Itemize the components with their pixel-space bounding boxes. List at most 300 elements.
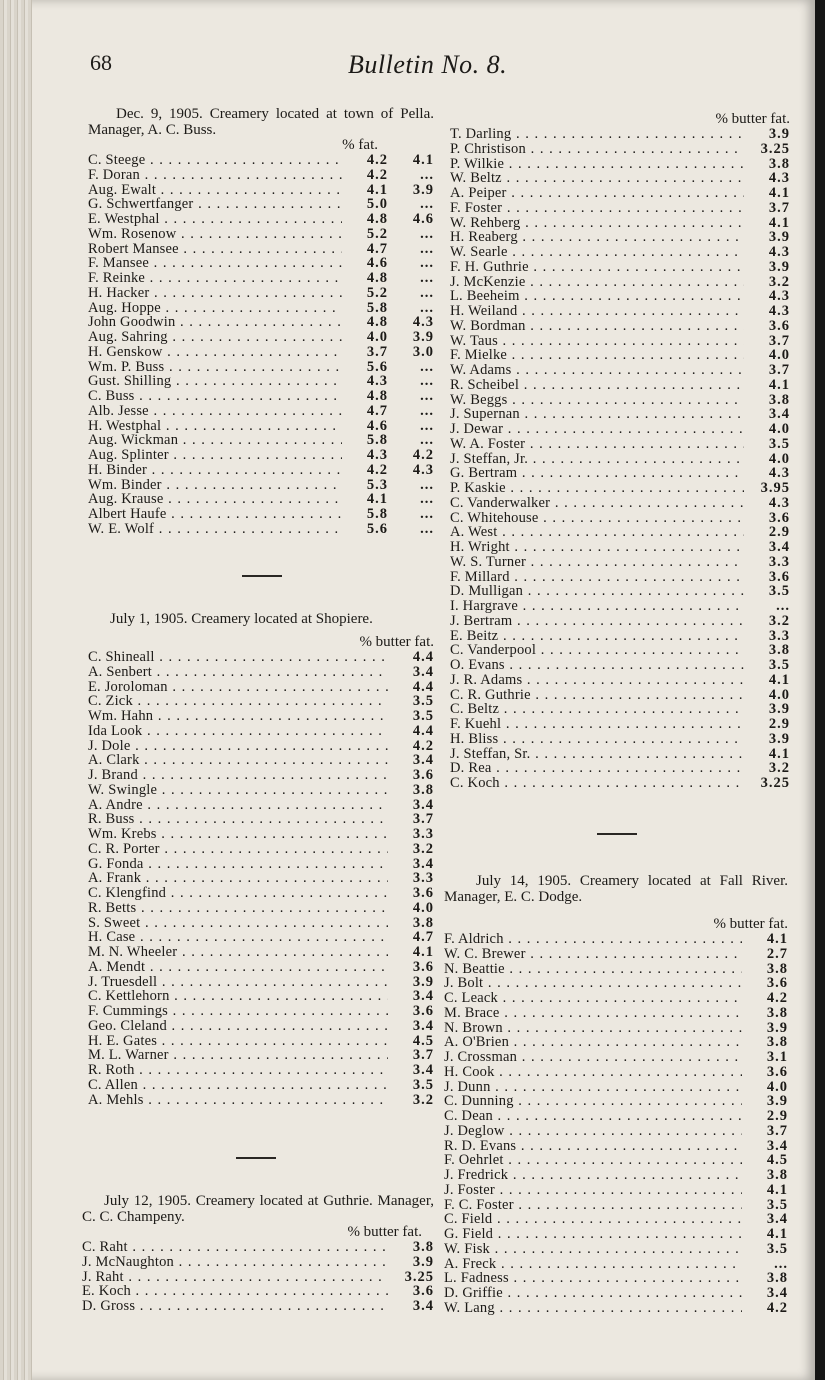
butter-fat-value: 3.2 bbox=[768, 612, 790, 629]
butter-fat-value: 3.7 bbox=[766, 1122, 788, 1139]
farmer-name: J. Crossman . . . bbox=[444, 1050, 742, 1065]
farmer-name: J. Dunn . . . bbox=[444, 1080, 742, 1095]
fat-test-1: 4.8 bbox=[366, 388, 388, 404]
farmer-name: C. Dean . . . bbox=[444, 1109, 742, 1124]
fat-test-2: 4.6 bbox=[412, 211, 434, 227]
farmer-name: G. Schwertfanger . . . bbox=[88, 197, 342, 212]
farmer-name: W. Swingle . . . bbox=[88, 783, 388, 798]
farmer-name: H. Reaberg . . . bbox=[450, 230, 744, 245]
farmer-name: H. Weiland . . . bbox=[450, 304, 744, 319]
table-body bbox=[444, 932, 788, 1316]
fat-test-2: 3.9 bbox=[412, 181, 434, 198]
butter-fat-value: 3.25 bbox=[760, 140, 790, 157]
fat-test-2: ... bbox=[420, 240, 434, 257]
section-heading: July 12, 1905. Creamery located at Guthrie. Manager, C. C. Champeny. bbox=[82, 1193, 434, 1225]
farmer-name: C. Dunning . . . bbox=[444, 1094, 742, 1109]
table-row bbox=[444, 1124, 788, 1139]
fat-test-2: ... bbox=[420, 373, 434, 390]
table-row bbox=[82, 1270, 434, 1285]
table-row bbox=[450, 289, 790, 304]
butter-fat-value: 3.7 bbox=[412, 1047, 434, 1064]
table-row bbox=[450, 216, 790, 231]
table-row bbox=[450, 378, 790, 393]
butter-fat-value: 3.4 bbox=[412, 796, 434, 813]
butter-fat-value: 3.4 bbox=[766, 1211, 788, 1228]
farmer-name: D. Mulligan . . . bbox=[450, 584, 744, 599]
table-row bbox=[450, 157, 790, 172]
table-row bbox=[88, 975, 434, 990]
farmer-name: Geo. Cleland . . . bbox=[88, 1019, 388, 1034]
farmer-name: J. Dewar . . . bbox=[450, 422, 744, 437]
fat-test-1: 5.6 bbox=[366, 520, 388, 537]
butter-fat-value: 3.6 bbox=[412, 767, 434, 783]
butter-fat-value: ... bbox=[776, 598, 790, 614]
table-row bbox=[88, 419, 434, 434]
butter-fat-value: 4.1 bbox=[766, 931, 788, 947]
butter-fat-value: 3.5 bbox=[412, 693, 434, 710]
table-row bbox=[450, 452, 790, 467]
farmer-name: H. Hacker . . . bbox=[88, 286, 342, 301]
farmer-name: W. Fisk . . . bbox=[444, 1242, 742, 1257]
table-row bbox=[88, 197, 434, 212]
table-row bbox=[444, 1094, 788, 1109]
butter-fat-value: 4.1 bbox=[766, 1226, 788, 1242]
farmer-name: Ida Look . . . bbox=[88, 724, 388, 739]
table-row bbox=[444, 1080, 788, 1095]
fat-test-1: 4.7 bbox=[366, 240, 388, 257]
butter-fat-value: 3.4 bbox=[766, 1285, 788, 1301]
table-row bbox=[88, 286, 434, 301]
fat-test-1: 5.2 bbox=[366, 284, 388, 301]
table-row bbox=[450, 363, 790, 378]
table-row bbox=[450, 614, 790, 629]
fat-test-2: ... bbox=[420, 196, 434, 213]
table-row bbox=[88, 389, 434, 404]
table-row bbox=[88, 212, 434, 227]
farmer-name: J. Fredrick . . . bbox=[444, 1168, 742, 1183]
butter-fat-value: 3.9 bbox=[412, 1253, 434, 1270]
farmer-name: C. Zick . . . bbox=[88, 694, 388, 709]
farmer-name: H. Cook . . . bbox=[444, 1065, 742, 1080]
butter-fat-value: 3.9 bbox=[768, 701, 790, 718]
butter-fat-value: 4.1 bbox=[768, 745, 790, 762]
table-row bbox=[444, 1153, 788, 1168]
fat-test-1: 4.1 bbox=[366, 491, 388, 508]
table-row bbox=[450, 201, 790, 216]
butter-fat-value: 3.6 bbox=[412, 885, 434, 901]
table-body bbox=[82, 1240, 434, 1314]
farmer-name: Aug. Wickman . . . bbox=[88, 433, 342, 448]
table-row bbox=[88, 901, 434, 916]
table-row bbox=[88, 492, 434, 507]
butter-fat-value: 4.1 bbox=[768, 671, 790, 688]
section-pella bbox=[88, 106, 434, 537]
table-row bbox=[88, 1004, 434, 1019]
butter-fat-value: 3.7 bbox=[768, 332, 790, 349]
farmer-name: C. Buss . . . bbox=[88, 389, 342, 404]
table-row bbox=[88, 1048, 434, 1063]
butter-fat-value: 4.3 bbox=[768, 465, 790, 482]
table-row bbox=[450, 629, 790, 644]
butter-fat-value: 3.5 bbox=[768, 583, 790, 600]
section-guthrie-left bbox=[82, 1193, 434, 1314]
farmer-name: F. C. Foster . . . bbox=[444, 1198, 742, 1213]
table-row bbox=[450, 496, 790, 511]
farmer-name: Aug. Sahring . . . bbox=[88, 330, 342, 345]
table-row bbox=[450, 584, 790, 599]
table-row bbox=[88, 783, 434, 798]
table-row bbox=[444, 1301, 788, 1316]
butter-fat-value: 3.9 bbox=[768, 126, 790, 142]
table-row bbox=[88, 183, 434, 198]
butter-fat-value: 4.1 bbox=[768, 214, 790, 231]
table-row bbox=[88, 374, 434, 389]
farmer-name: C. Raht . . . bbox=[82, 1240, 388, 1255]
farmer-name: Wm. P. Buss . . . bbox=[88, 360, 342, 375]
farmer-name: H. Wright . . . bbox=[450, 540, 744, 555]
butter-fat-value: 3.4 bbox=[412, 1062, 434, 1078]
table-row bbox=[88, 433, 434, 448]
farmer-name: N. Beattie . . . bbox=[444, 962, 742, 977]
fat-test-2: ... bbox=[420, 255, 434, 272]
farmer-name: John Goodwin . . . bbox=[88, 315, 342, 330]
section-divider bbox=[597, 833, 637, 835]
farmer-name: M. Brace . . . bbox=[444, 1006, 742, 1021]
farmer-name: C. R. Guthrie . . . bbox=[450, 688, 744, 703]
butter-fat-value: 3.8 bbox=[768, 642, 790, 659]
farmer-name: W. C. Brewer . . . bbox=[444, 947, 742, 962]
fat-test-2: 4.3 bbox=[412, 461, 434, 478]
farmer-name: A. Mendt . . . bbox=[88, 960, 388, 975]
butter-fat-value: 4.3 bbox=[768, 244, 790, 260]
butter-fat-value: 3.4 bbox=[768, 406, 790, 423]
table-row bbox=[88, 256, 434, 271]
table-row bbox=[88, 404, 434, 419]
farmer-name: J. McKenzie . . . bbox=[450, 275, 744, 290]
table-row bbox=[450, 702, 790, 717]
butter-fat-value: 4.7 bbox=[412, 929, 434, 946]
column-header: % butter fat. bbox=[713, 916, 788, 932]
fat-test-1: 4.8 bbox=[366, 211, 388, 227]
section-heading: July 1, 1905. Creamery located at Shopiere. bbox=[110, 611, 373, 627]
farmer-name: C. Leack . . . bbox=[444, 991, 742, 1006]
farmer-name: C. Steege . . . bbox=[88, 153, 342, 168]
butter-fat-value: 4.0 bbox=[412, 899, 434, 916]
butter-fat-value: 3.8 bbox=[768, 391, 790, 408]
table-row bbox=[88, 768, 434, 783]
table-row bbox=[88, 1034, 434, 1049]
butter-fat-value: 3.9 bbox=[766, 1019, 788, 1036]
farmer-name: C. Kettlehorn . . . bbox=[88, 989, 388, 1004]
table-row bbox=[444, 976, 788, 991]
table-row bbox=[88, 507, 434, 522]
table-row bbox=[88, 709, 434, 724]
butter-fat-value: 4.1 bbox=[768, 185, 790, 201]
butter-fat-value: 3.25 bbox=[760, 775, 790, 791]
farmer-name: A. Clark . . . bbox=[88, 753, 388, 768]
butter-fat-value: 2.9 bbox=[768, 524, 790, 541]
fat-test-1: 3.7 bbox=[366, 343, 388, 360]
table-row bbox=[88, 842, 434, 857]
farmer-name: C. Allen . . . bbox=[88, 1078, 388, 1093]
farmer-name: M. N. Wheeler . . . bbox=[88, 945, 388, 960]
butter-fat-value: 4.3 bbox=[768, 288, 790, 305]
fat-test-2: ... bbox=[420, 402, 434, 419]
butter-fat-value: 3.5 bbox=[768, 657, 790, 673]
column-header: % fat. bbox=[342, 137, 378, 153]
farmer-name: F. Reinke . . . bbox=[88, 271, 342, 286]
farmer-name: Robert Mansee . . . bbox=[88, 242, 342, 257]
butter-fat-value: 4.5 bbox=[766, 1152, 788, 1169]
butter-fat-value: 3.4 bbox=[412, 855, 434, 872]
farmer-name: Aug. Krause . . . bbox=[88, 492, 342, 507]
table-row bbox=[450, 643, 790, 658]
table-row bbox=[450, 776, 790, 791]
butter-fat-value: 2.9 bbox=[766, 1108, 788, 1124]
table-row bbox=[82, 1255, 434, 1270]
farmer-name: W. E. Wolf . . . bbox=[88, 522, 342, 537]
table-row bbox=[450, 511, 790, 526]
table-row bbox=[88, 345, 434, 360]
table-row bbox=[450, 570, 790, 585]
column-header: % butter fat. bbox=[359, 634, 434, 650]
fat-test-2: 3.0 bbox=[412, 343, 434, 360]
farmer-name: A. Peiper . . . bbox=[450, 186, 744, 201]
butter-fat-value: 3.8 bbox=[412, 1239, 434, 1255]
table-row bbox=[450, 334, 790, 349]
butter-fat-value: 3.8 bbox=[766, 1034, 788, 1051]
table-row bbox=[88, 301, 434, 316]
farmer-name: H. Binder . . . bbox=[88, 463, 342, 478]
table-row bbox=[88, 463, 434, 478]
table-row bbox=[450, 186, 790, 201]
farmer-name: P. Christison . . . bbox=[450, 142, 744, 157]
butter-fat-value: 4.4 bbox=[412, 678, 434, 695]
table-row bbox=[88, 478, 434, 493]
page-shadow-edge bbox=[815, 0, 825, 1380]
table-row bbox=[450, 260, 790, 275]
table-row bbox=[82, 1240, 434, 1255]
table-row bbox=[82, 1284, 434, 1299]
farmer-name: J. Steffan, Jr. . . . bbox=[450, 452, 744, 467]
farmer-name: Wm. Binder . . . bbox=[88, 478, 342, 493]
table-row bbox=[88, 315, 434, 330]
table-body bbox=[450, 127, 790, 791]
table-row bbox=[88, 753, 434, 768]
table-row bbox=[88, 916, 434, 931]
section-shopiere bbox=[88, 611, 434, 1107]
butter-fat-value: 4.0 bbox=[768, 686, 790, 703]
table-row bbox=[88, 871, 434, 886]
fat-test-1: 4.8 bbox=[366, 270, 388, 286]
butter-fat-value: 3.5 bbox=[412, 1076, 434, 1093]
section-fall-river bbox=[444, 873, 788, 1316]
table-row bbox=[450, 466, 790, 481]
farmer-name: W. S. Turner . . . bbox=[450, 555, 744, 570]
butter-fat-value: 3.6 bbox=[766, 1063, 788, 1080]
fat-test-1: 5.8 bbox=[366, 299, 388, 316]
table-row bbox=[444, 1006, 788, 1021]
fat-test-2: ... bbox=[420, 270, 434, 286]
table-row bbox=[88, 680, 434, 695]
farmer-name: M. L. Warner . . . bbox=[88, 1048, 388, 1063]
column-header: % butter fat. bbox=[715, 111, 790, 127]
farmer-name: F. Foster . . . bbox=[450, 201, 744, 216]
butter-fat-value: 4.0 bbox=[768, 421, 790, 437]
butter-fat-value: 3.6 bbox=[412, 1003, 434, 1019]
butter-fat-value: 4.2 bbox=[766, 990, 788, 1006]
table-row bbox=[88, 168, 434, 183]
butter-fat-value: 3.8 bbox=[412, 914, 434, 931]
farmer-name: R. Betts . . . bbox=[88, 901, 388, 916]
table-row bbox=[450, 127, 790, 142]
fat-test-2: ... bbox=[420, 358, 434, 375]
farmer-name: T. Darling . . . bbox=[450, 127, 744, 142]
table-row bbox=[450, 732, 790, 747]
farmer-name: P. Kaskie . . . bbox=[450, 481, 744, 496]
table-row bbox=[444, 1139, 788, 1154]
butter-fat-value: 3.7 bbox=[768, 362, 790, 378]
table-row bbox=[450, 717, 790, 732]
farmer-name: W. A. Foster . . . bbox=[450, 437, 744, 452]
fat-test-2: 3.9 bbox=[412, 329, 434, 345]
butter-fat-value: 3.6 bbox=[768, 509, 790, 526]
table-row bbox=[88, 522, 434, 537]
farmer-name: E. Westphal . . . bbox=[88, 212, 342, 227]
table-row bbox=[88, 798, 434, 813]
farmer-name: W. Searle . . . bbox=[450, 245, 744, 260]
butter-fat-value: 4.3 bbox=[768, 494, 790, 511]
farmer-name: F. Millard . . . bbox=[450, 570, 744, 585]
butter-fat-value: 4.0 bbox=[768, 347, 790, 364]
farmer-name: J. McNaughton . . . bbox=[82, 1255, 388, 1270]
farmer-name: F. Aldrich . . . bbox=[444, 932, 742, 947]
table-row bbox=[88, 857, 434, 872]
fat-test-2: ... bbox=[420, 491, 434, 508]
farmer-name: H. E. Gates . . . bbox=[88, 1034, 388, 1049]
fat-test-2: ... bbox=[420, 225, 434, 242]
table-row bbox=[88, 739, 434, 754]
table-row bbox=[450, 599, 790, 614]
farmer-name: A. Frank . . . bbox=[88, 871, 388, 886]
butter-fat-value: 3.4 bbox=[768, 539, 790, 555]
farmer-name: C. Vanderpool . . . bbox=[450, 643, 744, 658]
fat-test-2: ... bbox=[420, 506, 434, 522]
farmer-name: C. Klengfind . . . bbox=[88, 886, 388, 901]
butter-fat-value: 4.2 bbox=[412, 737, 434, 754]
farmer-name: G. Bertram . . . bbox=[450, 466, 744, 481]
fat-test-1: 4.0 bbox=[366, 329, 388, 345]
butter-fat-value: 3.2 bbox=[412, 840, 434, 857]
farmer-name: F. H. Guthrie . . . bbox=[450, 260, 744, 275]
table-row bbox=[450, 230, 790, 245]
butter-fat-value: 3.3 bbox=[412, 826, 434, 842]
table-row bbox=[450, 555, 790, 570]
butter-fat-value: 3.5 bbox=[766, 1240, 788, 1257]
farmer-name: H. Bliss . . . bbox=[450, 732, 744, 747]
farmer-name: J. Bertram . . . bbox=[450, 614, 744, 629]
table-row bbox=[450, 688, 790, 703]
farmer-name: J. Brand . . . bbox=[88, 768, 388, 783]
table-row bbox=[450, 747, 790, 762]
butter-fat-value: 3.6 bbox=[768, 568, 790, 585]
table-row bbox=[88, 330, 434, 345]
butter-fat-value: 3.3 bbox=[768, 627, 790, 644]
farmer-name: C. Field . . . bbox=[444, 1212, 742, 1227]
butter-fat-value: 4.0 bbox=[768, 450, 790, 467]
table-body bbox=[88, 153, 434, 537]
table-row bbox=[88, 960, 434, 975]
farmer-name: R. Scheibel . . . bbox=[450, 378, 744, 393]
farmer-name: C. Koch . . . bbox=[450, 776, 744, 791]
fat-test-1: 4.7 bbox=[366, 402, 388, 419]
table-row bbox=[450, 407, 790, 422]
butter-fat-value: 4.0 bbox=[766, 1078, 788, 1095]
section-heading: Dec. 9, 1905. Creamery located at town of Pella. Manager, A. C. Buss. bbox=[88, 106, 434, 138]
table-row bbox=[88, 886, 434, 901]
farmer-name: A. Senbert . . . bbox=[88, 665, 388, 680]
table-row bbox=[444, 1021, 788, 1036]
table-row bbox=[450, 275, 790, 290]
farmer-name: W. Bordman . . . bbox=[450, 319, 744, 334]
table-row bbox=[444, 1227, 788, 1242]
table-row bbox=[88, 1078, 434, 1093]
farmer-name: F. Doran . . . bbox=[88, 168, 342, 183]
table-row bbox=[450, 142, 790, 157]
table-row bbox=[444, 1183, 788, 1198]
section-divider bbox=[242, 575, 282, 577]
farmer-name: Aug. Splinter . . . bbox=[88, 448, 342, 463]
table-row bbox=[88, 724, 434, 739]
fat-test-1: 4.3 bbox=[366, 373, 388, 390]
farmer-name: R. D. Evans . . . bbox=[444, 1139, 742, 1154]
table-row bbox=[88, 694, 434, 709]
farmer-name: C. Beltz . . . bbox=[450, 702, 744, 717]
table-row bbox=[444, 1035, 788, 1050]
butter-fat-value: 3.7 bbox=[412, 811, 434, 828]
table-row bbox=[88, 930, 434, 945]
butter-fat-value: 3.6 bbox=[412, 1283, 434, 1300]
fat-test-2: ... bbox=[420, 284, 434, 301]
column-header: % butter fat. bbox=[347, 1224, 422, 1240]
butter-fat-value: 2.7 bbox=[766, 945, 788, 962]
butter-fat-value: 2.9 bbox=[768, 716, 790, 732]
table-row bbox=[450, 525, 790, 540]
table-body bbox=[88, 650, 434, 1107]
farmer-name: A. Freck . . . bbox=[444, 1257, 742, 1272]
butter-fat-value: 4.4 bbox=[412, 722, 434, 739]
farmer-name: D. Gross . . . bbox=[82, 1299, 388, 1314]
table-row bbox=[88, 1019, 434, 1034]
farmer-name: A. Mehls . . . bbox=[88, 1093, 388, 1108]
page-number: 68 bbox=[90, 50, 112, 75]
table-row bbox=[450, 348, 790, 363]
butter-fat-value: 3.8 bbox=[766, 1167, 788, 1183]
farmer-name: O. Evans . . . bbox=[450, 658, 744, 673]
table-row bbox=[88, 812, 434, 827]
fat-test-2: ... bbox=[420, 388, 434, 404]
farmer-name: C. Shineall . . . bbox=[88, 650, 388, 665]
farmer-name: J. Deglow . . . bbox=[444, 1124, 742, 1139]
butter-fat-value: 3.5 bbox=[768, 435, 790, 452]
table-row bbox=[450, 658, 790, 673]
butter-fat-value: 3.8 bbox=[766, 1270, 788, 1287]
table-row bbox=[88, 227, 434, 242]
table-row bbox=[444, 1050, 788, 1065]
farmer-name: J. Bolt . . . bbox=[444, 976, 742, 991]
running-head: Bulletin No. 8. bbox=[348, 50, 508, 79]
butter-fat-value: 3.6 bbox=[412, 958, 434, 975]
